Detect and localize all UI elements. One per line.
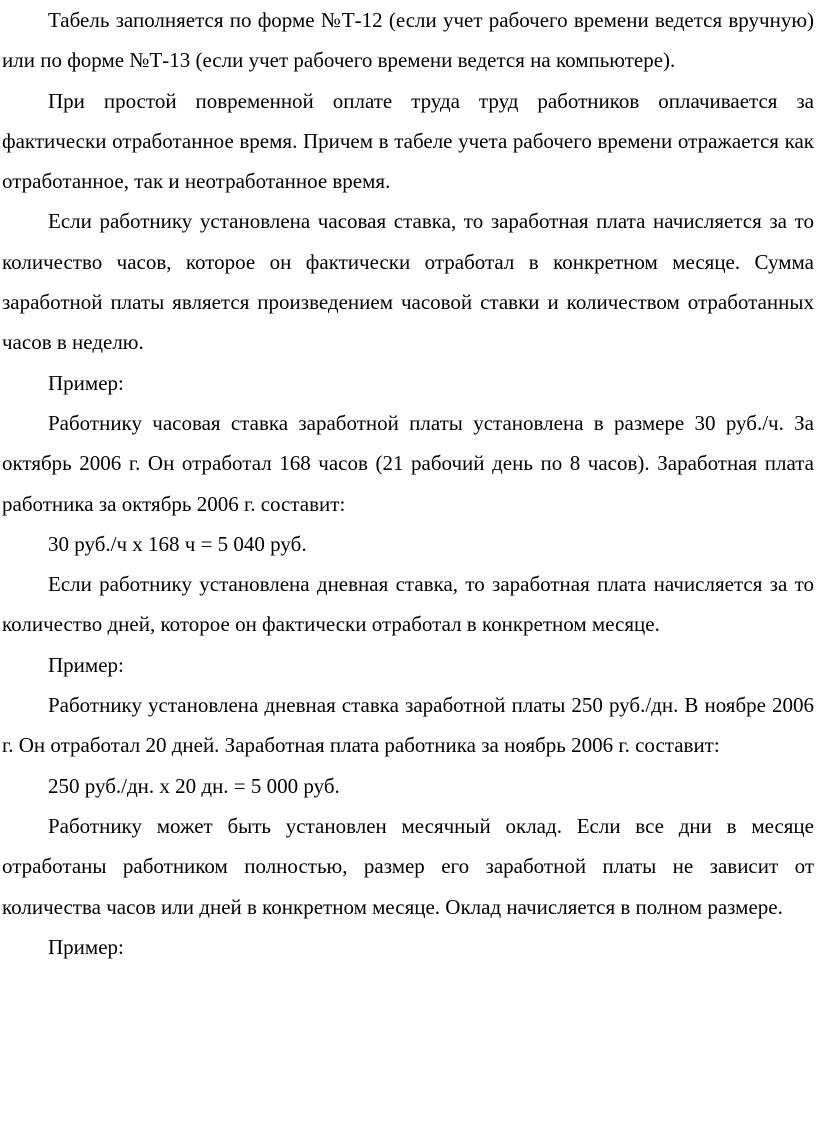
document-page (2, 0, 814, 967)
paragraph-hourly-rate: Если работнику установлена часовая ставка, то заработная плата начисляется за то количество часов, которое он фактически отработал в конкретном месяце. Сумма заработной платы является произведением часовой ставки и количеством отработанных часов в неделю. (2, 209, 814, 355)
paragraph-daily-rate: Если работнику установлена дневная ставка, то заработная плата начисляется за то количество дней, которое он фактически отработал в конкретном месяце. (2, 572, 814, 637)
paragraph-daily-example: Работнику установлена дневная ставка заработной платы 250 руб./дн. В ноябре 2006 г. Он отработал 20 дней. Заработная плата работника за ноябрь 2006 г. составит: (2, 693, 814, 758)
formula-daily: 250 руб./дн. х 20 дн. = 5 000 руб. (48, 773, 340, 798)
paragraph-time-based-pay: При простой повременной оплате труда труд работников оплачивается за фактически отработанное время. Причем в табеле учета рабочего времени отражается как отработанное, так и неотработанное время. (2, 88, 814, 194)
example-label-1: Пример: (48, 370, 124, 395)
paragraph-hourly-example: Работнику часовая ставка заработной платы установлена в размере 30 руб./ч. За октябрь 2006 г. Он отработал 168 часов (21 рабочий день по 8 часов). Заработная плата работника за октябрь 2006 г. составит: (2, 410, 814, 516)
paragraph-monthly-salary: Работнику может быть установлен месячный оклад. Если все дни в месяце отработаны работником полностью, размер его заработной платы не зависит от количества часов или дней в конкретном месяце. Оклад начисляется в полном размере. (2, 813, 814, 919)
example-label-2: Пример: (48, 652, 124, 677)
paragraph-timesheet-forms: Табель заполняется по форме №Т-12 (если учет рабочего времени ведется вручную) или по форме №Т-13 (если учет рабочего времени ведется на компьютере). (2, 8, 814, 73)
formula-hourly: 30 руб./ч х 168 ч = 5 040 руб. (48, 531, 307, 556)
example-label-3: Пример: (48, 934, 124, 959)
